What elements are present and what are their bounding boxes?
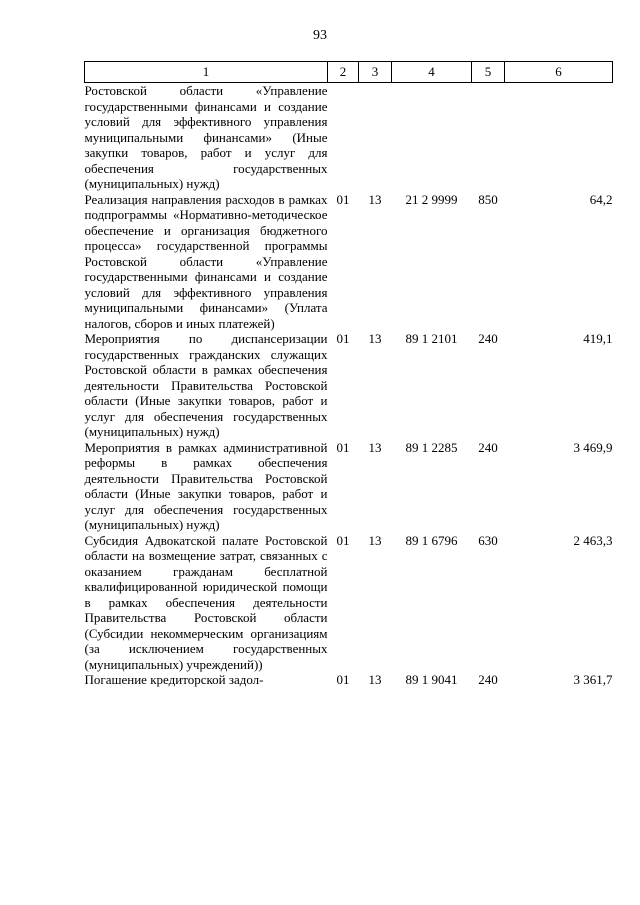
row-target-code: 89 1 2101 [405,331,458,346]
row-target-code: 89 1 6796 [405,532,458,548]
row-target-code: 89 1 2285 [405,439,458,455]
row-section: 01 [336,331,350,346]
row-expense-type: 240 [478,672,498,687]
row-expense-type: 850 [478,191,498,207]
row-subsection: 13 [368,191,382,207]
row-name: Мероприятия по диспансеризации государственных гражданских служащих Ростовской области в рамках обеспечения деятельности Правительства Ростовской области (Иные закупки товаров, работ и услуг для обеспечения государственных (муниципальных) нужд) [84,331,328,439]
table-row [85,331,613,440]
row-target-code [392,83,472,192]
row-expense-type: 240 [478,331,498,346]
row-name: Мероприятия в рамках административной реформы в рамках обеспечения деятельности Правительства Ростовской области (Иные закупки товаров, работ и услуг для обеспечения государственных (муниципальных) нужд) [84,439,328,532]
table-header-row [85,62,613,83]
page-number: 93 [313,28,327,43]
row-amount: 2 463,3 [573,532,613,548]
budget-table [84,61,613,688]
row-name: Погашение кредиторской задол- [84,672,264,687]
column-header-3: 3 [359,62,392,83]
row-amount [505,83,613,192]
row-section: 01 [336,439,350,455]
row-subsection [359,83,392,192]
row-name: Реализация направления расходов в рамках подпрограммы «Нормативно-методическое обеспечение и организация бюджетного процесса» государственной программы Ростовской области «Управление государственными финансами и создание условий для эффективного управления муниципальными финансами» (Уплата налогов, сборов и иных платежей) [84,191,328,331]
row-amount: 3 469,9 [573,439,613,455]
table-row [85,192,613,332]
row-section: 01 [336,191,350,207]
column-header-5: 5 [472,62,505,83]
row-subsection: 13 [368,532,382,548]
column-header-6: 6 [505,62,613,83]
table-row [85,440,613,533]
row-section: 01 [336,672,350,687]
row-expense-type: 630 [478,532,498,548]
column-header-1: 1 [85,62,328,83]
row-expense-type [472,83,505,192]
table-row [85,533,613,673]
row-expense-type: 240 [478,439,498,455]
column-header-4: 4 [392,62,472,83]
row-subsection: 13 [368,331,382,346]
row-amount: 419,1 [583,331,613,346]
row-name: Ростовской области «Управление государственными финансами и создание условий для эффективного управления муниципальными финансами» (Иные закупки товаров, работ и услуг для обеспечения государственных (муниципальных) нужд) [84,83,328,191]
row-section [328,83,359,192]
column-header-2: 2 [328,62,359,83]
row-target-code: 21 2 9999 [405,191,458,207]
row-target-code: 89 1 9041 [405,672,458,687]
row-amount: 3 361,7 [573,672,613,687]
row-subsection: 13 [368,672,382,687]
table-row [85,83,613,192]
row-amount: 64,2 [589,191,613,207]
row-name: Субсидия Адвокатской палате Ростовской области на возмещение затрат, связанных с оказанием гражданам бесплатной квалифицированной юридической помощи в рамках обеспечения деятельности Правительства Ростовской области (Субсидии некоммерческим организациям (за исключением государственных (муниципальных) учреждений)) [84,532,328,672]
row-subsection: 13 [368,439,382,455]
table-row [85,672,613,688]
row-section: 01 [336,532,350,548]
